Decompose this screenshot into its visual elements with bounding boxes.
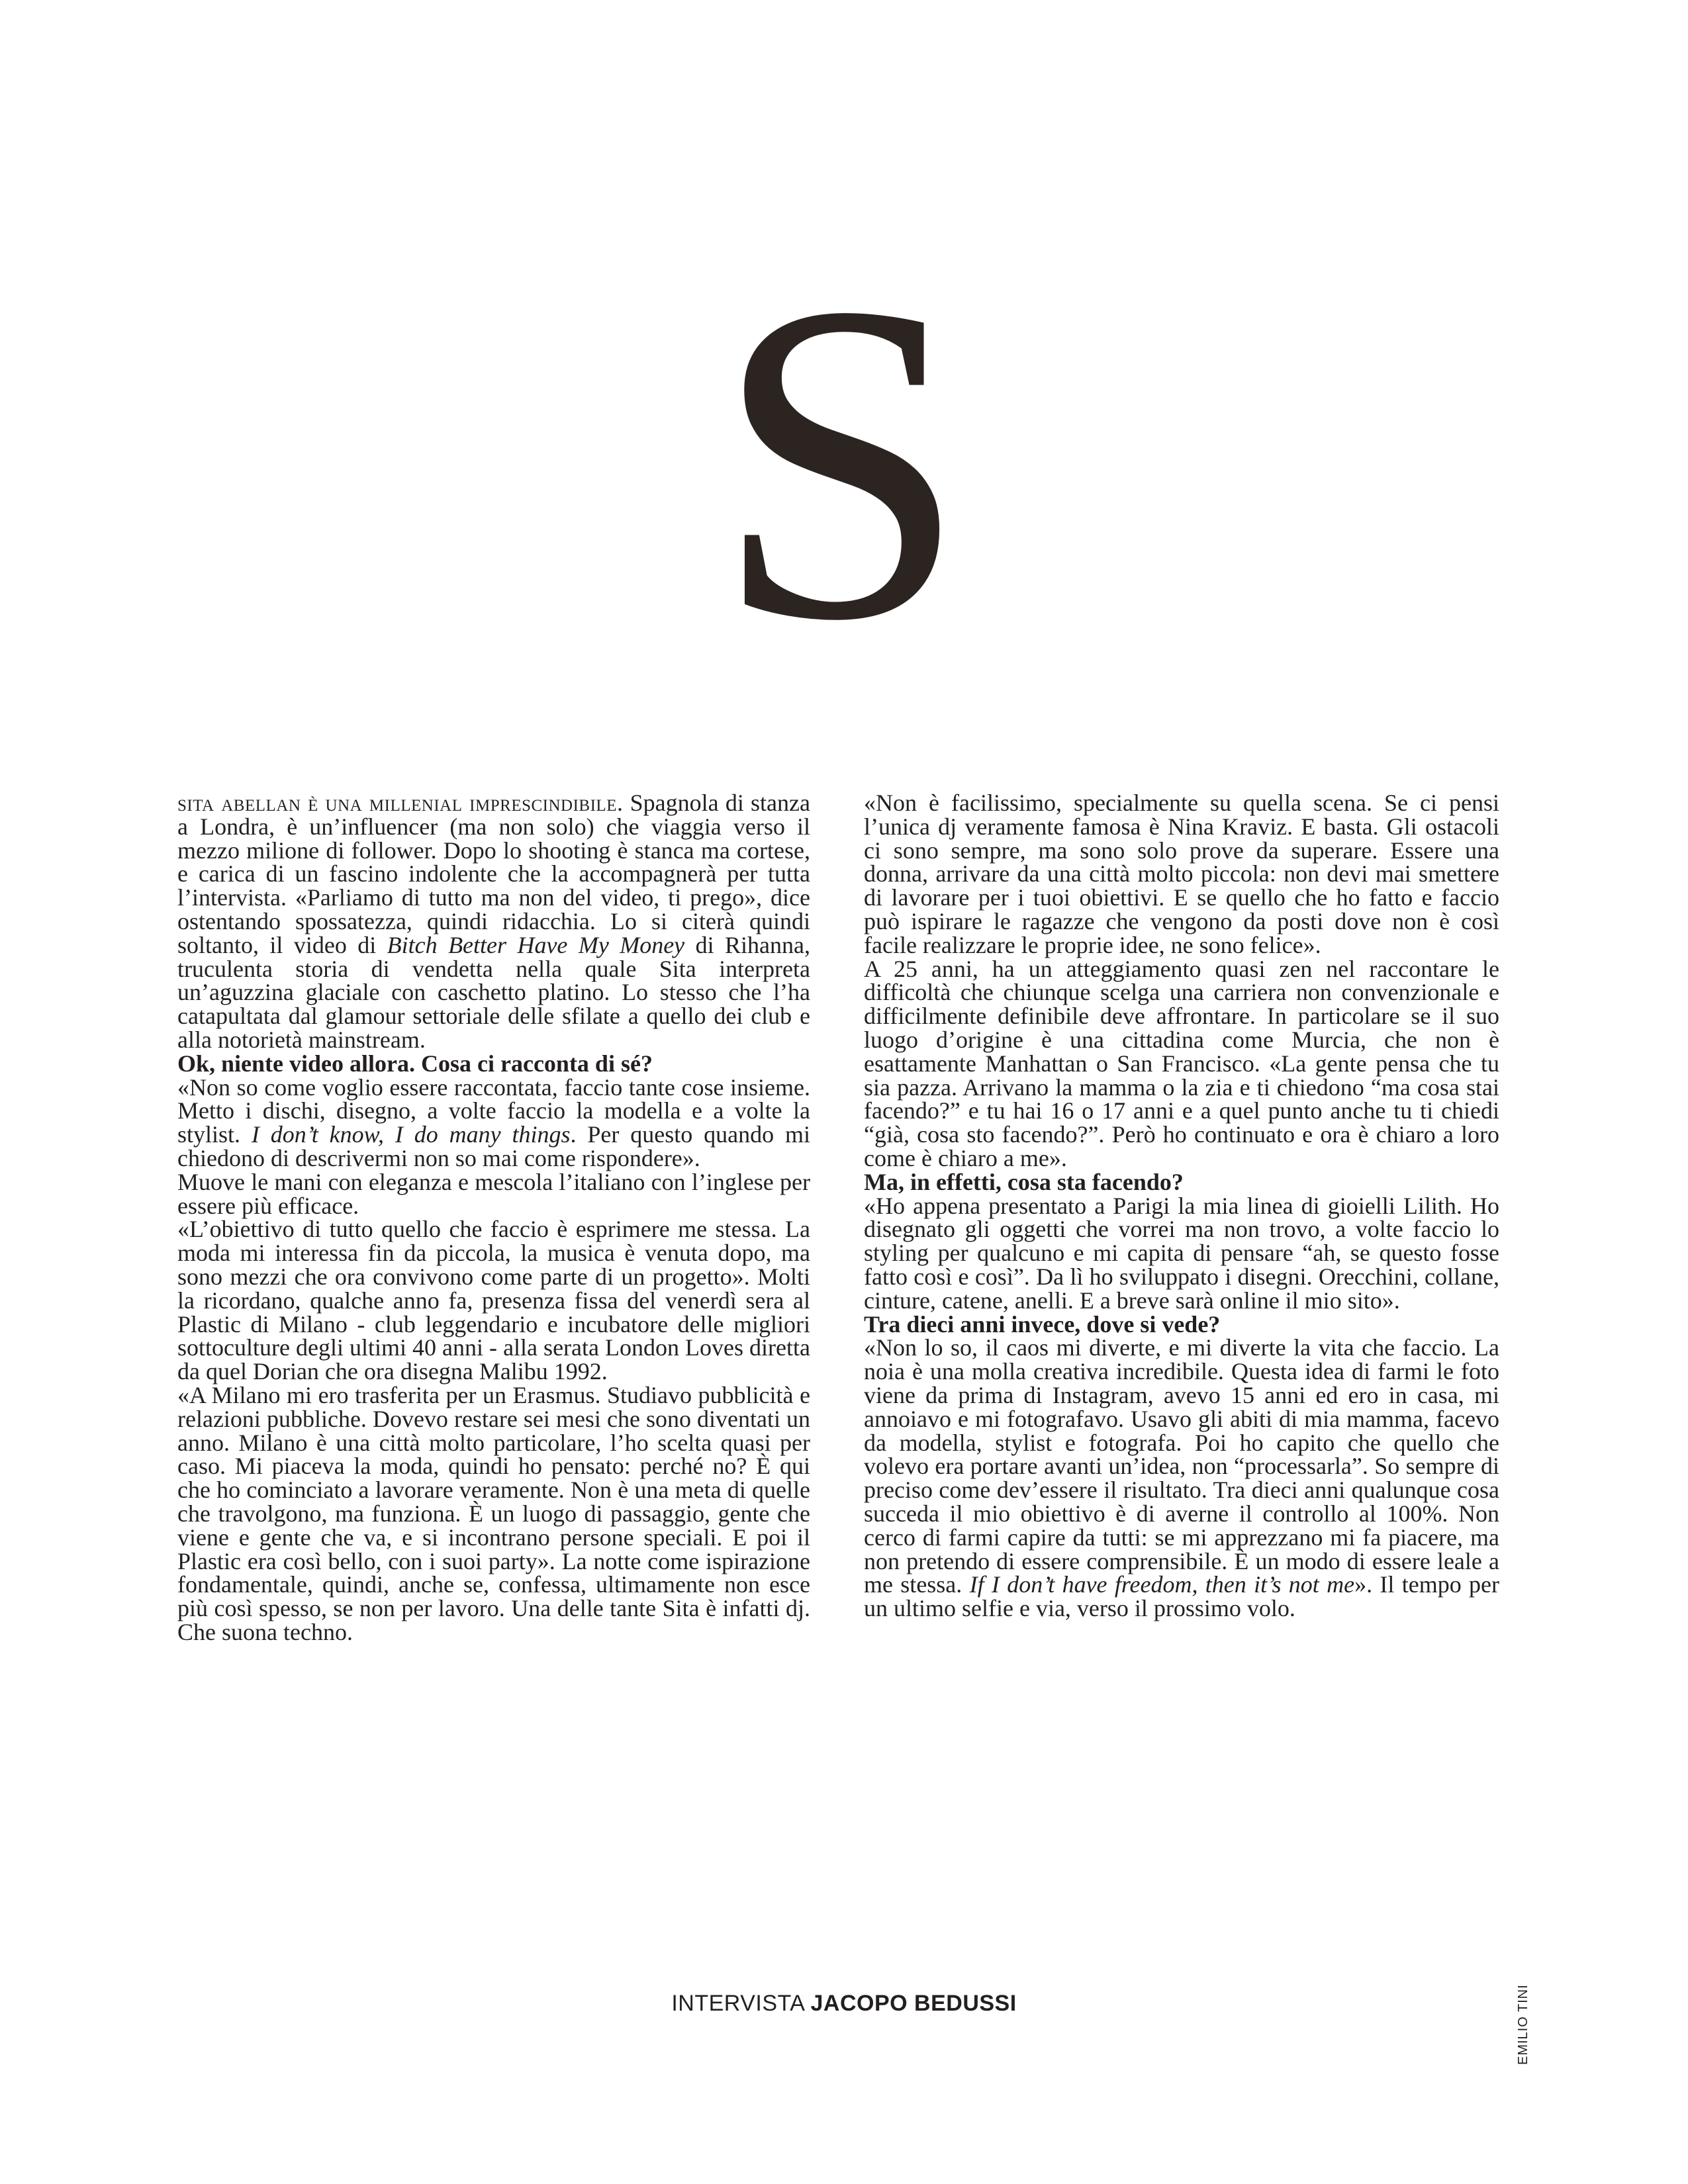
lead-paragraph	[177, 792, 810, 1052]
song-title: Bitch Better Have My Money	[387, 931, 685, 958]
body-paragraph: «Ho appena presentato a Parigi la mia linea di gioielli Lilith. Ho disegnato gli oggetti che vorrei ma non trovo, a volte faccio lo styling per qualcuno e mi capita di pensare “ah, se questo fosse fatto così e così”. Da lì ho sviluppato i disegni. Orecchini, collane, cinture, catene, anelli. E a breve sarà online il mio sito».	[864, 1192, 1499, 1314]
lead-text-tail: di Rihanna, truculenta storia di vendetta nella quale Sita interpreta un’aguzzina glaciale con caschetto platino. Lo stesso che l’ha catapultata dal glamour settoriale delle sfilate a quello dei club e alla notorietà mainstream.	[177, 931, 810, 1053]
body-paragraph: Muove le mani con eleganza e mescola l’italiano con l’inglese per essere più efficace.	[177, 1168, 810, 1219]
body-paragraph: A 25 anni, ha un atteggiamento quasi zen nel raccontare le difficoltà che chiunque scelga una carriera non convenzionale e difficilmente definibile deve affrontare. In particolare se il suo luogo d’origine è una cittadina come Murcia, che non è esattamente Manhattan o San Francisco. «La gente pensa che tu sia pazza. Arrivano la mamma o la zia e ti chiedono “ma cosa stai facendo?” e tu hai 16 o 17 anni e a quel punto anche tu ti chiedi “già, cosa sto facendo?”. Però ho continuato e ora è chiaro a loro come è chiaro a me».	[864, 955, 1499, 1171]
interview-question: Ma, in effetti, cosa sta facendo?	[864, 1168, 1184, 1195]
answer-text-tail: . Per questo quando mi chiedono di descrivermi non so mai come rispondere».	[177, 1121, 810, 1171]
dropcap-glyph-text: S	[714, 285, 968, 655]
lead-text: Spagnola di stanza a Londra, è un’influencer (ma non solo) che viaggia verso il mezzo milione di follower. Dopo lo shooting è stanca ma cortese, e carica di un fascino indolente che la accompagnerà per tutta l’intervista. «Parliamo di tutto ma non del video, ti prego», dice ostentando spossatezza, quindi ridacchia. Lo si citerà quindi soltanto, il video di	[177, 790, 810, 958]
answer-text: «Non lo so, il caos mi diverte, e mi diverte la vita che faccio. La noia è una molla creativa incredibile. Questa idea di farmi le foto viene da prima di Instagram, avevo 15 anni ed ero in casa, mi annoiavo e mi fotografavo. Usavo gli abiti di mia mamma, facevo da modella, stylist e fotografa. Poi ho capito che quello che volevo era portare avanti un’idea, non “processarla”. So sempre di preciso come dev’essere il risultato. Tra dieci anni qualunque cosa succeda il mio obiettivo è di averne il controllo al 100%. Non cerco di farmi capire da tutti: se mi apprezzano mi fa piacere, ma non pretendo di essere comprensibile. È un modo di essere leale a me stessa.	[864, 1334, 1499, 1598]
interview-question: Tra dieci anni invece, dove si vede?	[864, 1310, 1221, 1338]
body-paragraph: «A Milano mi ero trasferita per un Erasmus. Studiavo pubblicità e relazioni pubbliche. Dovevo restare sei mesi che sono diventati un anno. Milano è una città molto particolare, l’ho scelta quasi per caso. Mi piaceva la moda, quindi ho pensato: perché no? È qui che ho cominciato a lavorare veramente. Non è una meta di quelle che travolgono, ma funziona. È un luogo di passaggio, gente che viene e gente che va, e si incontrano persone speciali. E poi il Plastic era così bello, con i suoi party». La notte come ispirazione fondamentale, quindi, anche se, confessa, ultimamente non esce più così spesso, se non per lavoro. Una delle tante Sita è infatti dj. Che suona techno.	[177, 1381, 810, 1645]
answer-text: «Non so come voglio essere raccontata, faccio tante cose insieme. Metto i dischi, disegno, a volte faccio la modella e a volte la stylist.	[177, 1073, 810, 1148]
italic-quote: I don’t know, I do many things	[251, 1121, 571, 1148]
lead-small-caps: sita abellan è una millenial imprescindibile.	[177, 790, 624, 816]
answer-paragraph	[864, 1336, 1499, 1621]
dropcap-letter-s	[688, 285, 993, 655]
article-right-column	[864, 792, 1499, 1621]
article-left-column	[177, 792, 810, 1645]
answer-paragraph	[177, 1073, 810, 1171]
interview-author: JACOPO BEDUSSI	[810, 1991, 1017, 2016]
italic-quote: If I don’t have freedom, then it’s not me	[969, 1571, 1355, 1598]
interview-credit	[0, 1991, 1688, 2017]
body-paragraph: «L’obiettivo di tutto quello che faccio è esprimere me stessa. La moda mi interessa fin da piccola, la musica è venuta dopo, ma sono mezzi che ora convivono come parte di un progetto». Molti la ricordano, qualche anno fa, presenza fissa del venerdì sera al Plastic di Milano - club leggendario e incubatore delle migliori sottoculture degli ultimi 40 anni - alla serata London Loves diretta da quel Dorian che ora disegna Malibu 1992.	[177, 1216, 810, 1385]
interview-label: INTERVISTA	[671, 1991, 804, 2016]
answer-text-tail: ». Il tempo per un ultimo selfie e via, verso il prossimo volo.	[864, 1571, 1499, 1622]
photo-credit: EMILIO TINI	[1516, 1984, 1530, 2065]
interview-question: Ok, niente video allora. Cosa ci racconta di sé?	[177, 1050, 653, 1077]
body-paragraph: «Non è facilissimo, specialmente su quella scena. Se ci pensi l’unica dj veramente famosa è Nina Kraviz. E basta. Gli ostacoli ci sono sempre, ma sono solo prove da superare. Essere una donna, arrivare da una città molto piccola: non devi mai smettere di lavorare per i tuoi obiettivi. E se quello che ho fatto e faccio può ispirare le ragazze che vengono da posti dove non è così facile realizzare le proprie idee, ne sono felice».	[864, 790, 1499, 958]
dropcap-glyph	[688, 285, 993, 655]
